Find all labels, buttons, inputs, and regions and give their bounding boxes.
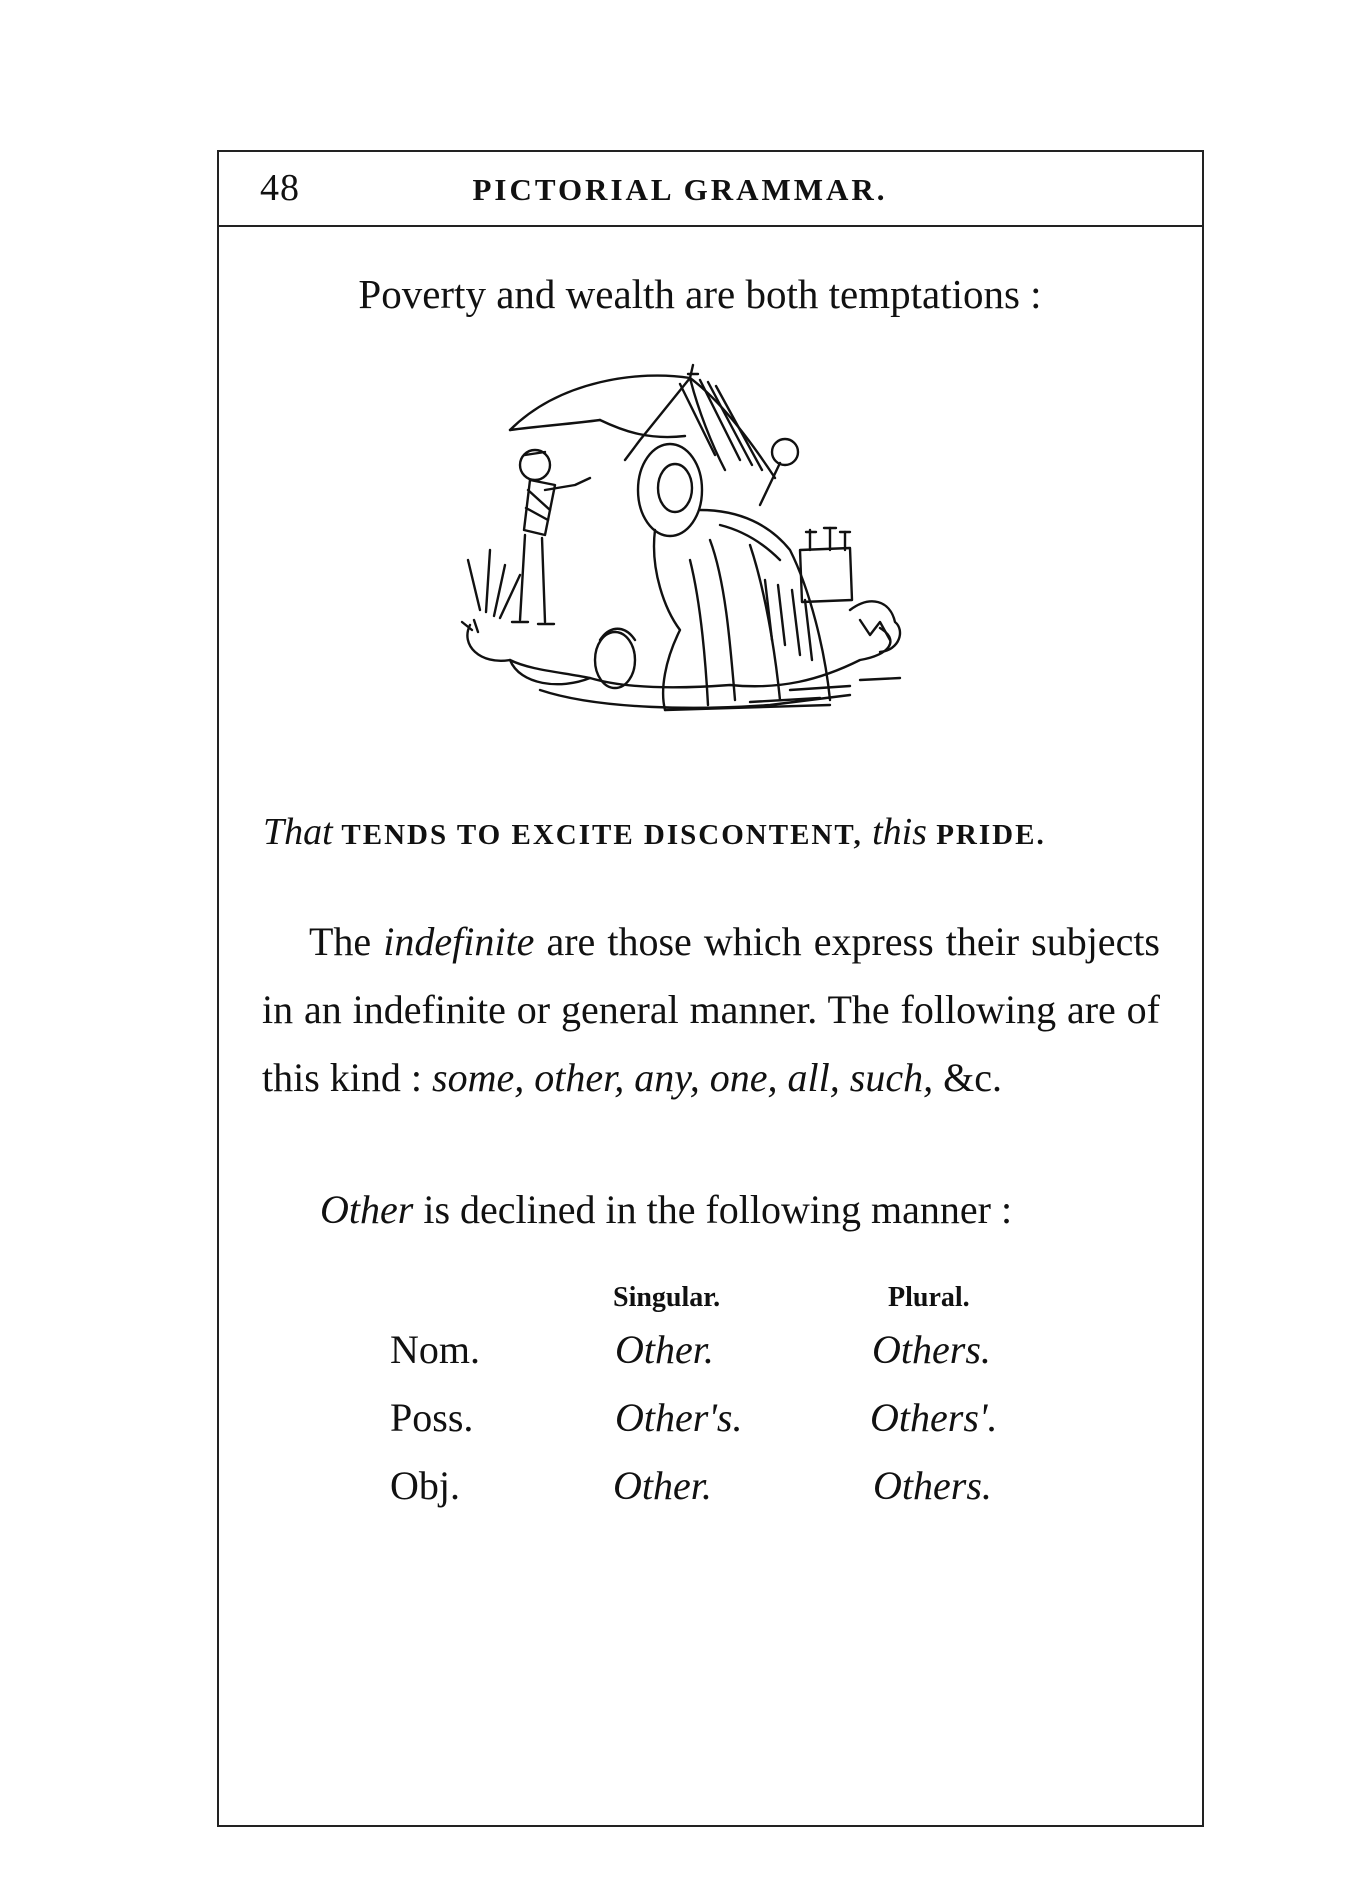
case-obj: Obj. [390,1463,460,1508]
declension-intro [320,1186,1012,1233]
poss-plural: Others'. [870,1395,998,1440]
caption-text-1: TENDS TO EXCITE DISCONTENT, [332,819,873,851]
caption-italic-this: this [872,811,927,853]
para-text-3: &c. [933,1055,1002,1100]
case-nom: Nom. [390,1327,480,1372]
para-text-2: are those which express their subjects in an indefinite or general manner. The following are of this kind : [262,919,1160,1100]
header-singular: Singular. [613,1282,721,1313]
illustration-caption [263,810,1163,854]
para-italic-examples: some, other, any, one, all, such, [432,1055,934,1100]
lead-sentence: Poverty and wealth are both temptations : [358,271,1042,317]
nom-singular: Other. [615,1327,714,1372]
intro-italic-other: Other [320,1187,414,1232]
intro-text: is declined in the following manner : [413,1187,1013,1232]
body-paragraph [262,908,1160,1112]
nom-plural: Others. [872,1327,991,1372]
header-rule [217,225,1204,227]
caption-italic-that: That [263,811,333,853]
engraving-illustration [450,360,950,780]
obj-singular: Other. [613,1463,712,1508]
obj-plural: Others. [873,1463,992,1508]
case-poss: Poss. [390,1395,474,1440]
page-number: 48 [260,167,300,209]
header-plural: Plural. [888,1282,970,1313]
para-italic-indefinite: indefinite [383,919,535,964]
caption-text-2: PRIDE. [926,819,1046,851]
poss-singular: Other's. [615,1395,743,1440]
running-title: PICTORIAL GRAMMAR. [472,172,888,207]
para-text-1: The [309,919,384,964]
